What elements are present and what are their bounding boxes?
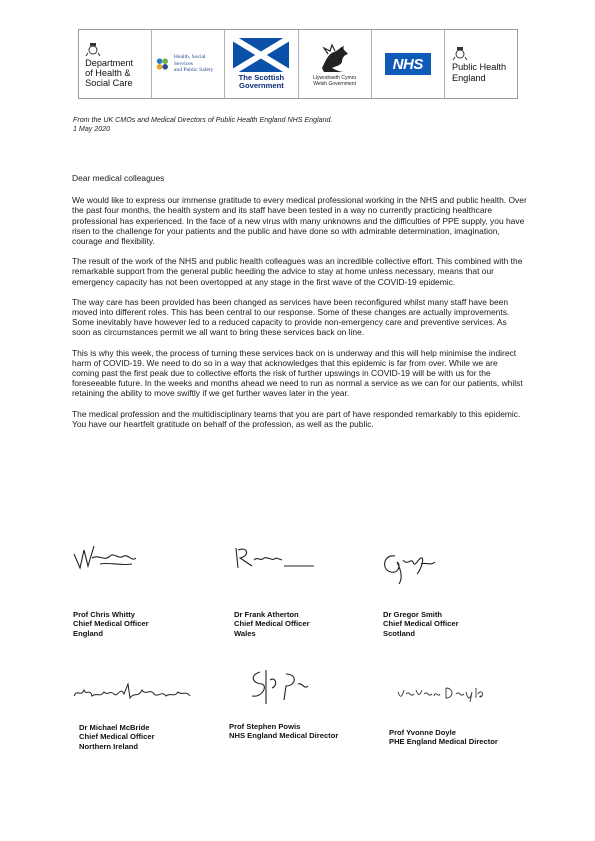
- welsh-line-1: Llywodraeth Cymru: [313, 74, 357, 81]
- paragraph-2: The result of the work of the NHS and public health colleagues was an incredible collective effort. This combined with the remarkable support from the general public heeding the advice to stay at home unless necessary, means that our emergency capacity has not been overtopped at any stage in the first wave of the COVID-19 epidemic.: [72, 256, 523, 287]
- welsh-dragon-icon: [318, 42, 352, 74]
- dhsc-line-2: of Health &: [85, 67, 131, 78]
- ni-line-2: and Public Safety: [173, 67, 214, 74]
- phe-logo: [445, 30, 517, 98]
- signatory-role: Chief Medical Officer: [383, 619, 459, 629]
- signatory-name: Prof Stephen Powis: [229, 722, 301, 731]
- signatory-role: Chief Medical Officer: [234, 619, 310, 629]
- phe-line-1: Public Health: [451, 62, 507, 72]
- paragraph-4: This is why this week, the process of turning these services back on is underway and this will help minimise the indirect harm of COVID-19. We need to do so in a way that acknowledges that this epidemic is far from over. While we are coming past the first peak due to collective efforts the risk of further upswings in COVID-19 will be with us for the foreseeable future. In the weeks and months ahead we need to run as normal a service as we can for our patients, whilst retaining the ability to move swiftly if we get further waves later in the year.: [72, 347, 523, 399]
- signature-powis: [242, 664, 314, 710]
- signature-whitty: [70, 540, 140, 574]
- ni-line-1: Health, Social Services: [173, 54, 206, 67]
- signatory-role: PHE England Medical Director: [389, 737, 498, 747]
- royal-crest-icon: [452, 45, 468, 61]
- signature-atherton: [232, 544, 318, 574]
- dhsc-logo: [79, 30, 152, 98]
- paragraph-1: We would like to express our immense gratitude to every medical professional working in the NHS and public health. Over the past four months, the health system and its staff have been tested in a way no currently practicing healthcare professional has experienced. In the face of a new virus with many unknowns and the difficulties of PPE supply, you have risen to the challenge for your patients and the public and have done so with admirable determination, imagination, courage and flexibility.: [72, 195, 527, 247]
- dhsc-line-3: Social Care: [85, 77, 133, 88]
- from-text: From the UK CMOs and Medical Directors of Public Health England NHS England.: [73, 116, 333, 124]
- signature-doyle: [396, 684, 486, 702]
- welsh-government-logo: [299, 30, 372, 98]
- signatory-region: Scotland: [383, 628, 416, 638]
- salutation: Dear medical colleagues: [72, 173, 165, 183]
- saltire-flag-icon: [233, 38, 289, 72]
- nhs-logo: [372, 30, 445, 98]
- signatory-smith: [383, 610, 459, 638]
- signatory-name: Dr Frank Atherton: [234, 610, 299, 619]
- logo-bar: [78, 29, 518, 99]
- signatory-role: NHS England Medical Director: [229, 731, 339, 741]
- signatory-role: Chief Medical Officer: [79, 732, 155, 742]
- signature-smith: [377, 548, 437, 588]
- signatory-powis: [229, 722, 338, 741]
- royal-crest-icon: [85, 41, 101, 57]
- letter-date: 1 May 2020: [73, 125, 111, 133]
- signatory-role: Chief Medical Officer: [73, 619, 149, 629]
- signature-mcbride: [70, 680, 196, 704]
- signatory-whitty: [73, 610, 149, 638]
- signatory-atherton: [234, 610, 310, 638]
- phe-line-2: England: [451, 72, 486, 83]
- nhs-wordmark: NHS: [385, 53, 431, 75]
- signatory-region: Northern Ireland: [79, 741, 139, 751]
- scottish-line-1: The Scottish: [238, 73, 285, 82]
- scottish-line-2: Government: [239, 81, 284, 90]
- ni-health-logo: [152, 30, 225, 98]
- paragraph-3: The way care has been provided has been changed as services have been reconfigured whilst many staff have been moved into different roles. This has been central to our response. Some of these changes are actually improvements. Some inevitably have however led to a reduced capacity to provide non-emergency care and preventive services. As soon as circumstances permit we all want to bring these services back on line.: [72, 296, 510, 338]
- from-line: [73, 116, 332, 134]
- signatory-doyle: [389, 728, 498, 747]
- signatory-name: Dr Michael McBride: [79, 723, 150, 732]
- signatory-name: Prof Chris Whitty: [73, 610, 136, 619]
- signatory-name: Dr Gregor Smith: [383, 610, 443, 619]
- paragraph-5: The medical profession and the multidisciplinary teams that you are part of have responded remarkably to this epidemic. You have our heartfelt gratitude on behalf of the profession, as well as the public.: [72, 408, 521, 429]
- letter-body: [72, 173, 527, 439]
- signatory-region: Wales: [234, 628, 256, 638]
- signatory-mcbride: [79, 723, 155, 751]
- scottish-government-logo: [225, 30, 298, 98]
- welsh-line-2: Welsh Government: [313, 80, 356, 87]
- signatory-region: England: [73, 628, 103, 638]
- dhsc-line-1: Department: [85, 57, 134, 68]
- ni-emblem-icon: [154, 55, 171, 73]
- signatory-name: Prof Yvonne Doyle: [389, 728, 456, 737]
